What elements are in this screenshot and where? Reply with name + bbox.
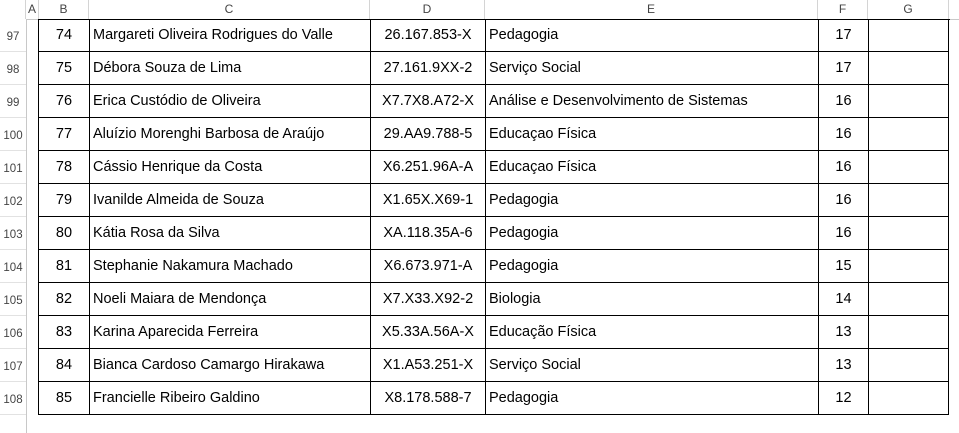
cell-score[interactable]: 17 [818, 52, 868, 85]
row-header[interactable]: 105 [0, 283, 26, 316]
cell-name[interactable]: Cássio Henrique da Costa [89, 151, 370, 184]
cell-score[interactable]: 16 [818, 118, 868, 151]
cell-id[interactable]: X7.7X8.A72-X [370, 85, 485, 118]
row-header[interactable]: 103 [0, 217, 26, 250]
row-header-bar [0, 19, 27, 433]
row-header[interactable]: 102 [0, 184, 26, 217]
column-header-g[interactable]: G [868, 0, 949, 19]
row-header[interactable]: 98 [0, 52, 26, 85]
cell-number[interactable]: 84 [38, 349, 89, 382]
cell-empty[interactable] [868, 316, 949, 349]
cell-name[interactable]: Débora Souza de Lima [89, 52, 370, 85]
cell-score[interactable]: 15 [818, 250, 868, 283]
cell-number[interactable]: 79 [38, 184, 89, 217]
cell-empty[interactable] [868, 19, 949, 52]
cell-course[interactable]: Pedagogia [485, 382, 818, 415]
cell-number[interactable]: 75 [38, 52, 89, 85]
row-header[interactable]: 97 [0, 19, 26, 52]
cell-id[interactable]: X5.33A.56A-X [370, 316, 485, 349]
row-header[interactable]: 100 [0, 118, 26, 151]
column-header-bar [0, 0, 959, 20]
cell-course[interactable]: Pedagogia [485, 184, 818, 217]
cell-name[interactable]: Bianca Cardoso Camargo Hirakawa [89, 349, 370, 382]
column-header-d[interactable]: D [370, 0, 485, 19]
cell-empty[interactable] [868, 184, 949, 217]
cell-number[interactable]: 81 [38, 250, 89, 283]
cell-name[interactable]: Francielle Ribeiro Galdino [89, 382, 370, 415]
cell-empty[interactable] [868, 283, 949, 316]
column-header-b[interactable]: B [39, 0, 89, 19]
cell-score[interactable]: 17 [818, 19, 868, 52]
cell-number[interactable]: 82 [38, 283, 89, 316]
cell-course[interactable]: Pedagogia [485, 19, 818, 52]
cell-number[interactable]: 78 [38, 151, 89, 184]
cell-name[interactable]: Noeli Maiara de Mendonça [89, 283, 370, 316]
cell-id[interactable]: XA.118.35A-6 [370, 217, 485, 250]
row-header[interactable]: 99 [0, 85, 26, 118]
cell-number[interactable]: 85 [38, 382, 89, 415]
cell-empty[interactable] [868, 118, 949, 151]
row-header[interactable]: 104 [0, 250, 26, 283]
cell-course[interactable]: Pedagogia [485, 217, 818, 250]
cell-number[interactable]: 80 [38, 217, 89, 250]
cell-id[interactable]: X1.65X.X69-1 [370, 184, 485, 217]
cell-id[interactable]: 29.AA9.788-5 [370, 118, 485, 151]
cell-course[interactable]: Serviço Social [485, 52, 818, 85]
cell-empty[interactable] [868, 52, 949, 85]
cell-number[interactable]: 83 [38, 316, 89, 349]
row-header[interactable]: 106 [0, 316, 26, 349]
cell-course[interactable]: Educação Física [485, 316, 818, 349]
cell-score[interactable]: 12 [818, 382, 868, 415]
cell-id[interactable]: X8.178.588-7 [370, 382, 485, 415]
cell-number[interactable]: 76 [38, 85, 89, 118]
cell-empty[interactable] [868, 382, 949, 415]
cell-score[interactable]: 14 [818, 283, 868, 316]
cell-name[interactable]: Ivanilde Almeida de Souza [89, 184, 370, 217]
cell-id[interactable]: X6.673.971-A [370, 250, 485, 283]
cell-empty[interactable] [868, 250, 949, 283]
cell-name[interactable]: Margareti Oliveira Rodrigues do Valle [89, 19, 370, 52]
cell-score[interactable]: 16 [818, 184, 868, 217]
cell-score[interactable]: 16 [818, 151, 868, 184]
cell-number[interactable]: 77 [38, 118, 89, 151]
cell-name[interactable]: Erica Custódio de Oliveira [89, 85, 370, 118]
cell-empty[interactable] [868, 217, 949, 250]
cell-course[interactable]: Serviço Social [485, 349, 818, 382]
cell-name[interactable]: Kátia Rosa da Silva [89, 217, 370, 250]
row-header[interactable]: 107 [0, 349, 26, 382]
row-header[interactable]: 108 [0, 382, 26, 415]
cell-id[interactable]: X6.251.96A-A [370, 151, 485, 184]
cell-id[interactable]: X1.A53.251-X [370, 349, 485, 382]
column-header-c[interactable]: C [89, 0, 370, 19]
cell-course[interactable]: Biologia [485, 283, 818, 316]
cell-id[interactable]: 27.161.9XX-2 [370, 52, 485, 85]
cell-course[interactable]: Educaçao Física [485, 151, 818, 184]
cell-empty[interactable] [868, 151, 949, 184]
column-header-a[interactable]: A [26, 0, 39, 19]
cell-id[interactable]: 26.167.853-X [370, 19, 485, 52]
cell-score[interactable]: 16 [818, 217, 868, 250]
cell-name[interactable]: Stephanie Nakamura Machado [89, 250, 370, 283]
select-all-corner[interactable] [0, 0, 26, 19]
cell-course[interactable]: Análise e Desenvolvimento de Sistemas [485, 85, 818, 118]
cell-name[interactable]: Karina Aparecida Ferreira [89, 316, 370, 349]
column-header-e[interactable]: E [485, 0, 818, 19]
cell-score[interactable]: 13 [818, 349, 868, 382]
table-top-border [38, 19, 950, 20]
cell-score[interactable]: 13 [818, 316, 868, 349]
cell-name[interactable]: Aluízio Morenghi Barbosa de Araújo [89, 118, 370, 151]
cell-number[interactable]: 74 [38, 19, 89, 52]
column-header-f[interactable]: F [818, 0, 868, 19]
cell-id[interactable]: X7.X33.X92-2 [370, 283, 485, 316]
cell-course[interactable]: Educaçao Física [485, 118, 818, 151]
cell-empty[interactable] [868, 349, 949, 382]
cell-empty[interactable] [868, 85, 949, 118]
cell-course[interactable]: Pedagogia [485, 250, 818, 283]
row-header[interactable]: 101 [0, 151, 26, 184]
cell-score[interactable]: 16 [818, 85, 868, 118]
